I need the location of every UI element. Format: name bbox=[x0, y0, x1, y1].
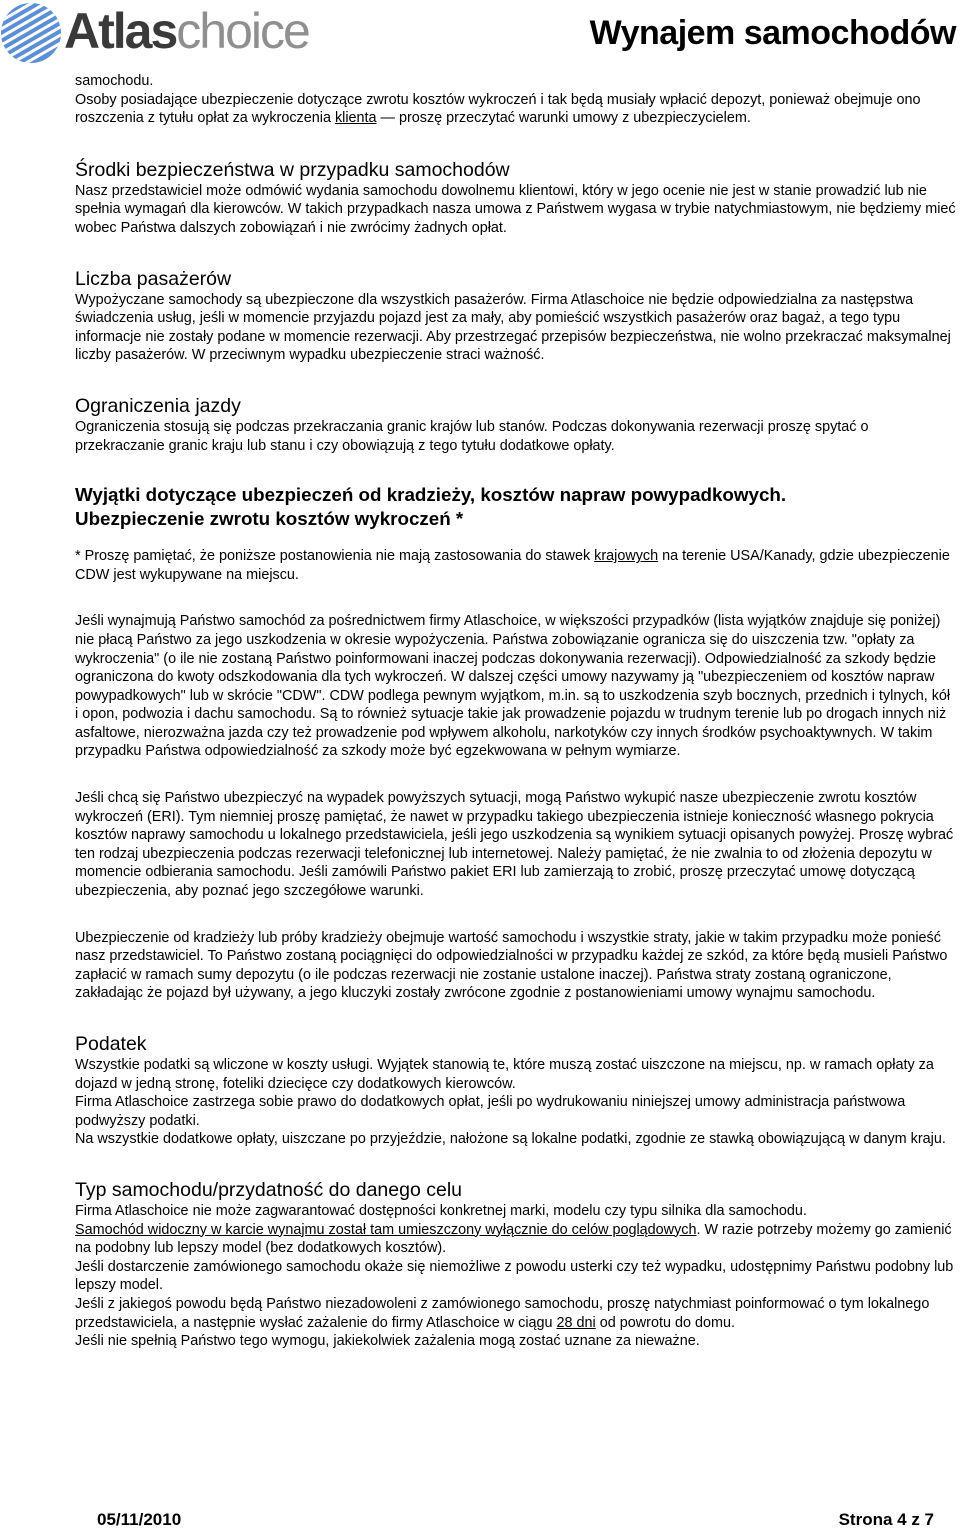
car-type-text-b: . W razie potrzeby możemy go zamienić na podobny lub lepszy model (bez dodatkowych kosztów). bbox=[75, 1221, 952, 1257]
logo-word-choice: choice bbox=[176, 3, 309, 59]
logo-word-atlas: Atlas bbox=[64, 3, 177, 59]
car-type-heading: Typ samochodu/przydatność do danego celu bbox=[75, 1178, 463, 1201]
passengers-paragraph: Wypożyczane samochody są ubezpieczone dla wszystkich pasażerów. Firma Atlaschoice nie będzie odpowiedzialna za następstwa świadczenia usług, jeśli w momencie przyjazdu pojazd jest za mały, aby pomieścić wszystkich pasażerów oraz bagaż, a tego typu informacje nie zostały podane w momencie rezerwacji. Aby przestrzegać przepisów bezpieczeństwa, nie wolno przekraczać maksymalnej liczby pasażerów. W przeciwnym wypadku ubezpieczenie straci ważność. bbox=[75, 291, 951, 364]
tax-paragraph-2: Firma Atlaschoice zastrzega sobie prawo do dodatkowych opłat, jeśli po wydrukowaniu niniejszej umowy administracja państwowa podwyższy podatki. bbox=[75, 1094, 906, 1129]
domestic-rates-note bbox=[75, 547, 957, 584]
security-paragraph: Nasz przedstawiciel może odmówić wydania samochodu dowolnemu klientowi, który w jego ocenie nie jest w stanie prowadzić lub nie spełnia wymagań dla kierowców. W takich przypadkach nasza umowa z Państwem wygasa w trybie natychmiastowym, nie będziemy mieć wobec Państwa dalszych zobowiązań i nie zwrócimy żadnych opłat. bbox=[75, 182, 956, 236]
intro-paragraph-1: samochodu. bbox=[75, 73, 154, 89]
client-link[interactable]: klienta bbox=[334, 110, 377, 127]
car-type-paragraph-4 bbox=[75, 1295, 957, 1332]
car-type-paragraph-2 bbox=[75, 1221, 957, 1258]
driving-limits-heading: Ograniczenia jazdy bbox=[75, 394, 241, 417]
domestic-rates-link[interactable]: krajowych bbox=[594, 548, 659, 565]
document-body bbox=[75, 72, 957, 1351]
complaint-deadline-link[interactable]: 28 dni bbox=[556, 1314, 596, 1331]
car-type-text-4b: od powrotu do domu. bbox=[595, 1314, 735, 1331]
note-text-b: na terenie USA/Kanady, gdzie ubezpieczenie CDW jest wykupywane na miejscu. bbox=[75, 548, 950, 583]
footer-page-number: Strona 4 z 7 bbox=[838, 1510, 934, 1529]
document-title: Wynajem samochodów bbox=[589, 14, 956, 52]
security-heading: Środki bezpieczeństwa w przypadku samochodów bbox=[75, 158, 510, 181]
driving-limits-paragraph: Ograniczenia stosują się podczas przekraczania granic krajów lub stanów. Podczas dokonywania rezerwacji proszę spytać o przekraczanie granic kraju lub stanu i czy obowiązują z tego tytułu dodatkowe opłaty. bbox=[75, 418, 869, 454]
footer-date: 05/11/2010 bbox=[97, 1510, 182, 1529]
intro-text-b: — proszę przeczytać warunki umowy z ubezpieczycielem. bbox=[376, 110, 751, 127]
tax-paragraph-1: Wszystkie podatki są wliczone w koszty usługi. Wyjątek stanowią te, które muszą zostać uiszczone na miejscu, np. w ramach opłaty za dojazd w jedną stronę, foteliki dziecięce czy dodatkowych kierowców. bbox=[75, 1057, 934, 1092]
cdw-paragraph: Jeśli wynajmują Państwo samochód za pośrednictwem firmy Atlaschoice, w większości przypadków (lista wyjątków znajduje się poniżej) nie płacą Państwo za jego uszkodzenia w okresie wypożyczenia. Państwa zobowiązanie ogranicza się do uiszczenia tzw. "opłaty za wykroczenia" (o ile nie zostaną Państwo poinformowani inaczej podczas dokonywania rezerwacji). Odpowiedzialność za szkody będzie ograniczona do kwoty odszkodowania dla tych wykroczeń. W dalszej części umowy nazywamy ją "ubezpieczeniem od kosztów napraw powypadkowych" lub w skrócie "CDW". CDW podlega pewnym wyjątkom, m.in. są to uszkodzenia szyb bocznych, przednich i tylnych, kół i opon, podwozia i dachu samochodu. Są to również sytuacje takie jak prowadzenie pojazdu w trudnym terenie lub po drogach innych niż asfaltowe, nierozważna jazda czy też prowadzenie pod wpływem alkoholu, narkotyków czy innych środków psychoaktywnych. W takim przypadku Państwa odpowiedzialność za szkody może być egzekwowana w pełnym wymiarze. bbox=[75, 613, 951, 760]
eri-paragraph: Jeśli chcą się Państwo ubezpieczyć na wypadek powyższych sytuacji, mogą Państwo wykupić nasze ubezpieczenie zwrotu kosztów wykroczeń (ERI). Tym niemniej proszę pamiętać, że nawet w przypadku takiego ubezpieczenia istnieje konieczność własnego pokrycia kosztów naprawy samochodu u lokalnego przedstawiciela, jeśli jego uszkodzenia są wynikiem sytuacji opisanych powyżej. Proszę wybrać ten rodzaj ubezpieczenia podczas rezerwacji telefonicznej lub internetowej. Należy pamiętać, że nie zwalnia to od złożenia depozytu w momencie odbierania samochodu. Jeśli zamówili Państwo pakiet ERI lub zamierzają to zrobić, proszę przeczytać umowę dotyczącą ubezpieczenia, aby poznać jego szczegółowe warunki. bbox=[75, 790, 954, 900]
note-text-a: * Proszę pamiętać, że poniższe postanowienia nie mają zastosowania do stawek bbox=[75, 548, 595, 565]
car-type-paragraph-3: Jeśli dostarczenie zamówionego samochodu okaże się niemożliwe z powodu usterki czy też wypadku, udostępnimy Państwu podobny lub lepszy model. bbox=[75, 1258, 954, 1294]
globe-stripes-icon bbox=[0, 2, 62, 64]
illustrative-car-link[interactable]: Samochód widoczny w karcie wynajmu został tam umieszczony wyłącznie do celów poglądowych bbox=[75, 1221, 697, 1238]
tax-paragraph-3: Na wszystkie dodatkowe opłaty, uiszczane po przyjeździe, nałożone są lokalne podatki, zgodnie ze stawką obowiązującą w danym kraju. bbox=[75, 1131, 946, 1148]
car-type-paragraph-1: Firma Atlaschoice nie może zagwarantować dostępności konkretnej marki, modelu czy typu silnika dla samochodu. bbox=[75, 1202, 807, 1219]
car-type-text-4a: Jeśli z jakiegoś powodu będą Państwo niezadowoleni z zamówionego samochodu, proszę natychmiast poinformować o tym lokalnego przedstawiciela, a następnie wysłać zażalenie do firmy Atlaschoice w ciągu bbox=[75, 1295, 930, 1331]
intro-paragraph-2 bbox=[75, 91, 957, 128]
intro-text-a: Osoby posiadające ubezpieczenie dotyczące zwrotu kosztów wykroczeń i tak będą musiały wpłacić depozyt, ponieważ obejmuje ono roszczenia z tytułu opłat za wykroczenia bbox=[75, 91, 921, 127]
atlaschoice-logo bbox=[0, 0, 310, 66]
theft-paragraph: Ubezpieczenie od kradzieży lub próby kradzieży obejmuje wartość samochodu i wszystkie straty, jakie w takim przypadku może ponieść nasz przedstawiciel. To Państwo zostaną pociągnięci do odpowiedzialności w przypadku każdej ze szkód, za które będą musieli Państwo zapłacić w ramach sumy depozytu (o ile podczas rezerwacji nie zostanie ustalone inaczej). Państwa straty zostaną ograniczone, zakładając że pojazd był używany, a jego kluczyki zostały zwrócone zgodnie z postanowieniami umowy wynajmu samochodu. bbox=[75, 929, 948, 1002]
car-type-paragraph-5: Jeśli nie spełnią Państwo tego wymogu, jakiekolwiek zażalenia mogą zostać uznane za nieważne. bbox=[75, 1333, 700, 1350]
tax-heading: Podatek bbox=[75, 1033, 147, 1055]
exceptions-heading-line-1: Wyjątki dotyczące ubezpieczeń od kradzieży, kosztów napraw powypadkowych. bbox=[75, 484, 787, 506]
passengers-heading: Liczba pasażerów bbox=[75, 267, 232, 290]
logo-wordmark bbox=[64, 3, 309, 59]
exceptions-heading-line-2: Ubezpieczenie zwrotu kosztów wykroczeń * bbox=[75, 508, 464, 530]
